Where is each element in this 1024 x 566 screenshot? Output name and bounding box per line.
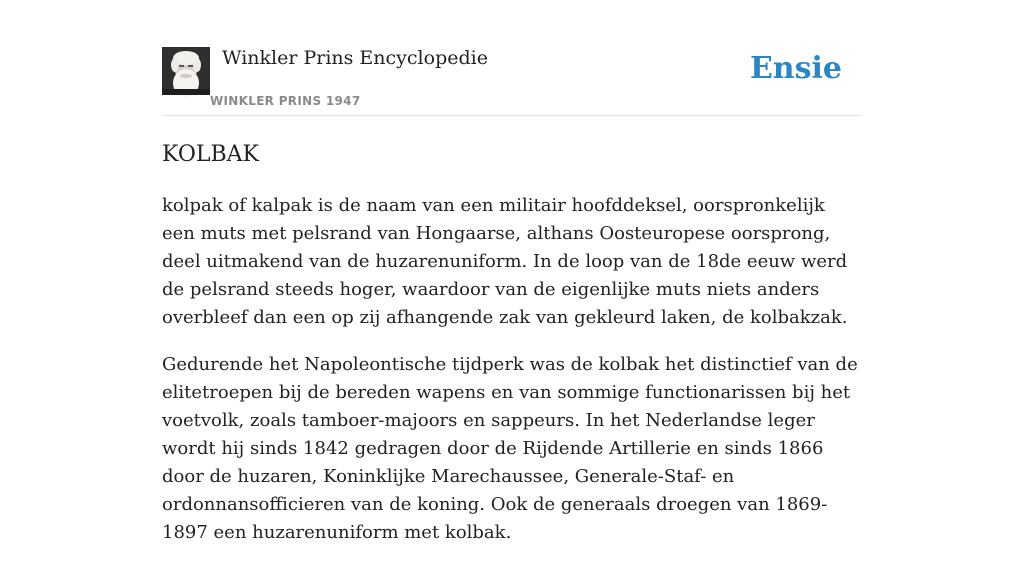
article-header (162, 0, 862, 116)
article-paragraph: kolpak of kalpak is de naam van een militair hoofddeksel, oorspronkelijk een muts met pelsrand van Hongaarse, althans Oosteuropese oorsprong, deel uitmakend van de huzarenuniform. In de loop van de 18de eeuw werd de pelsrand steeds hoger, waardoor van de eigenlijke muts niets anders overbleef dan een op zij afhangende zak van gekleurd laken, de kolbakzak. (162, 195, 848, 328)
source-subtitle[interactable]: WINKLER PRINS 1947 (210, 94, 361, 108)
article-title: KOLBAK (162, 142, 259, 167)
source-title[interactable]: Winkler Prins Encyclopedie (222, 47, 488, 69)
article-paragraph: Gedurende het Napoleontische tijdperk was de kolbak het distinctief van de elitetroepen bij de bereden wapens en van sommige functionarissen bij het voetvolk, zoals tamboer-majoors en sappeurs. In het Nederlandse leger wordt hij sinds 1842 gedragen door de Rijdende Artillerie en sinds 1866 door de huzaren, Koninklijke Marechaussee, Generale-Staf- en ordonnansofficieren van de koning. Ook de generaals droegen van 1869-1897 een huzarenuniform met kolbak. (162, 354, 858, 543)
ensie-logo-link[interactable]: Ensie (749, 51, 842, 86)
article-body (162, 192, 862, 566)
bearded-man-portrait-icon (162, 47, 210, 95)
author-avatar[interactable] (162, 47, 210, 95)
